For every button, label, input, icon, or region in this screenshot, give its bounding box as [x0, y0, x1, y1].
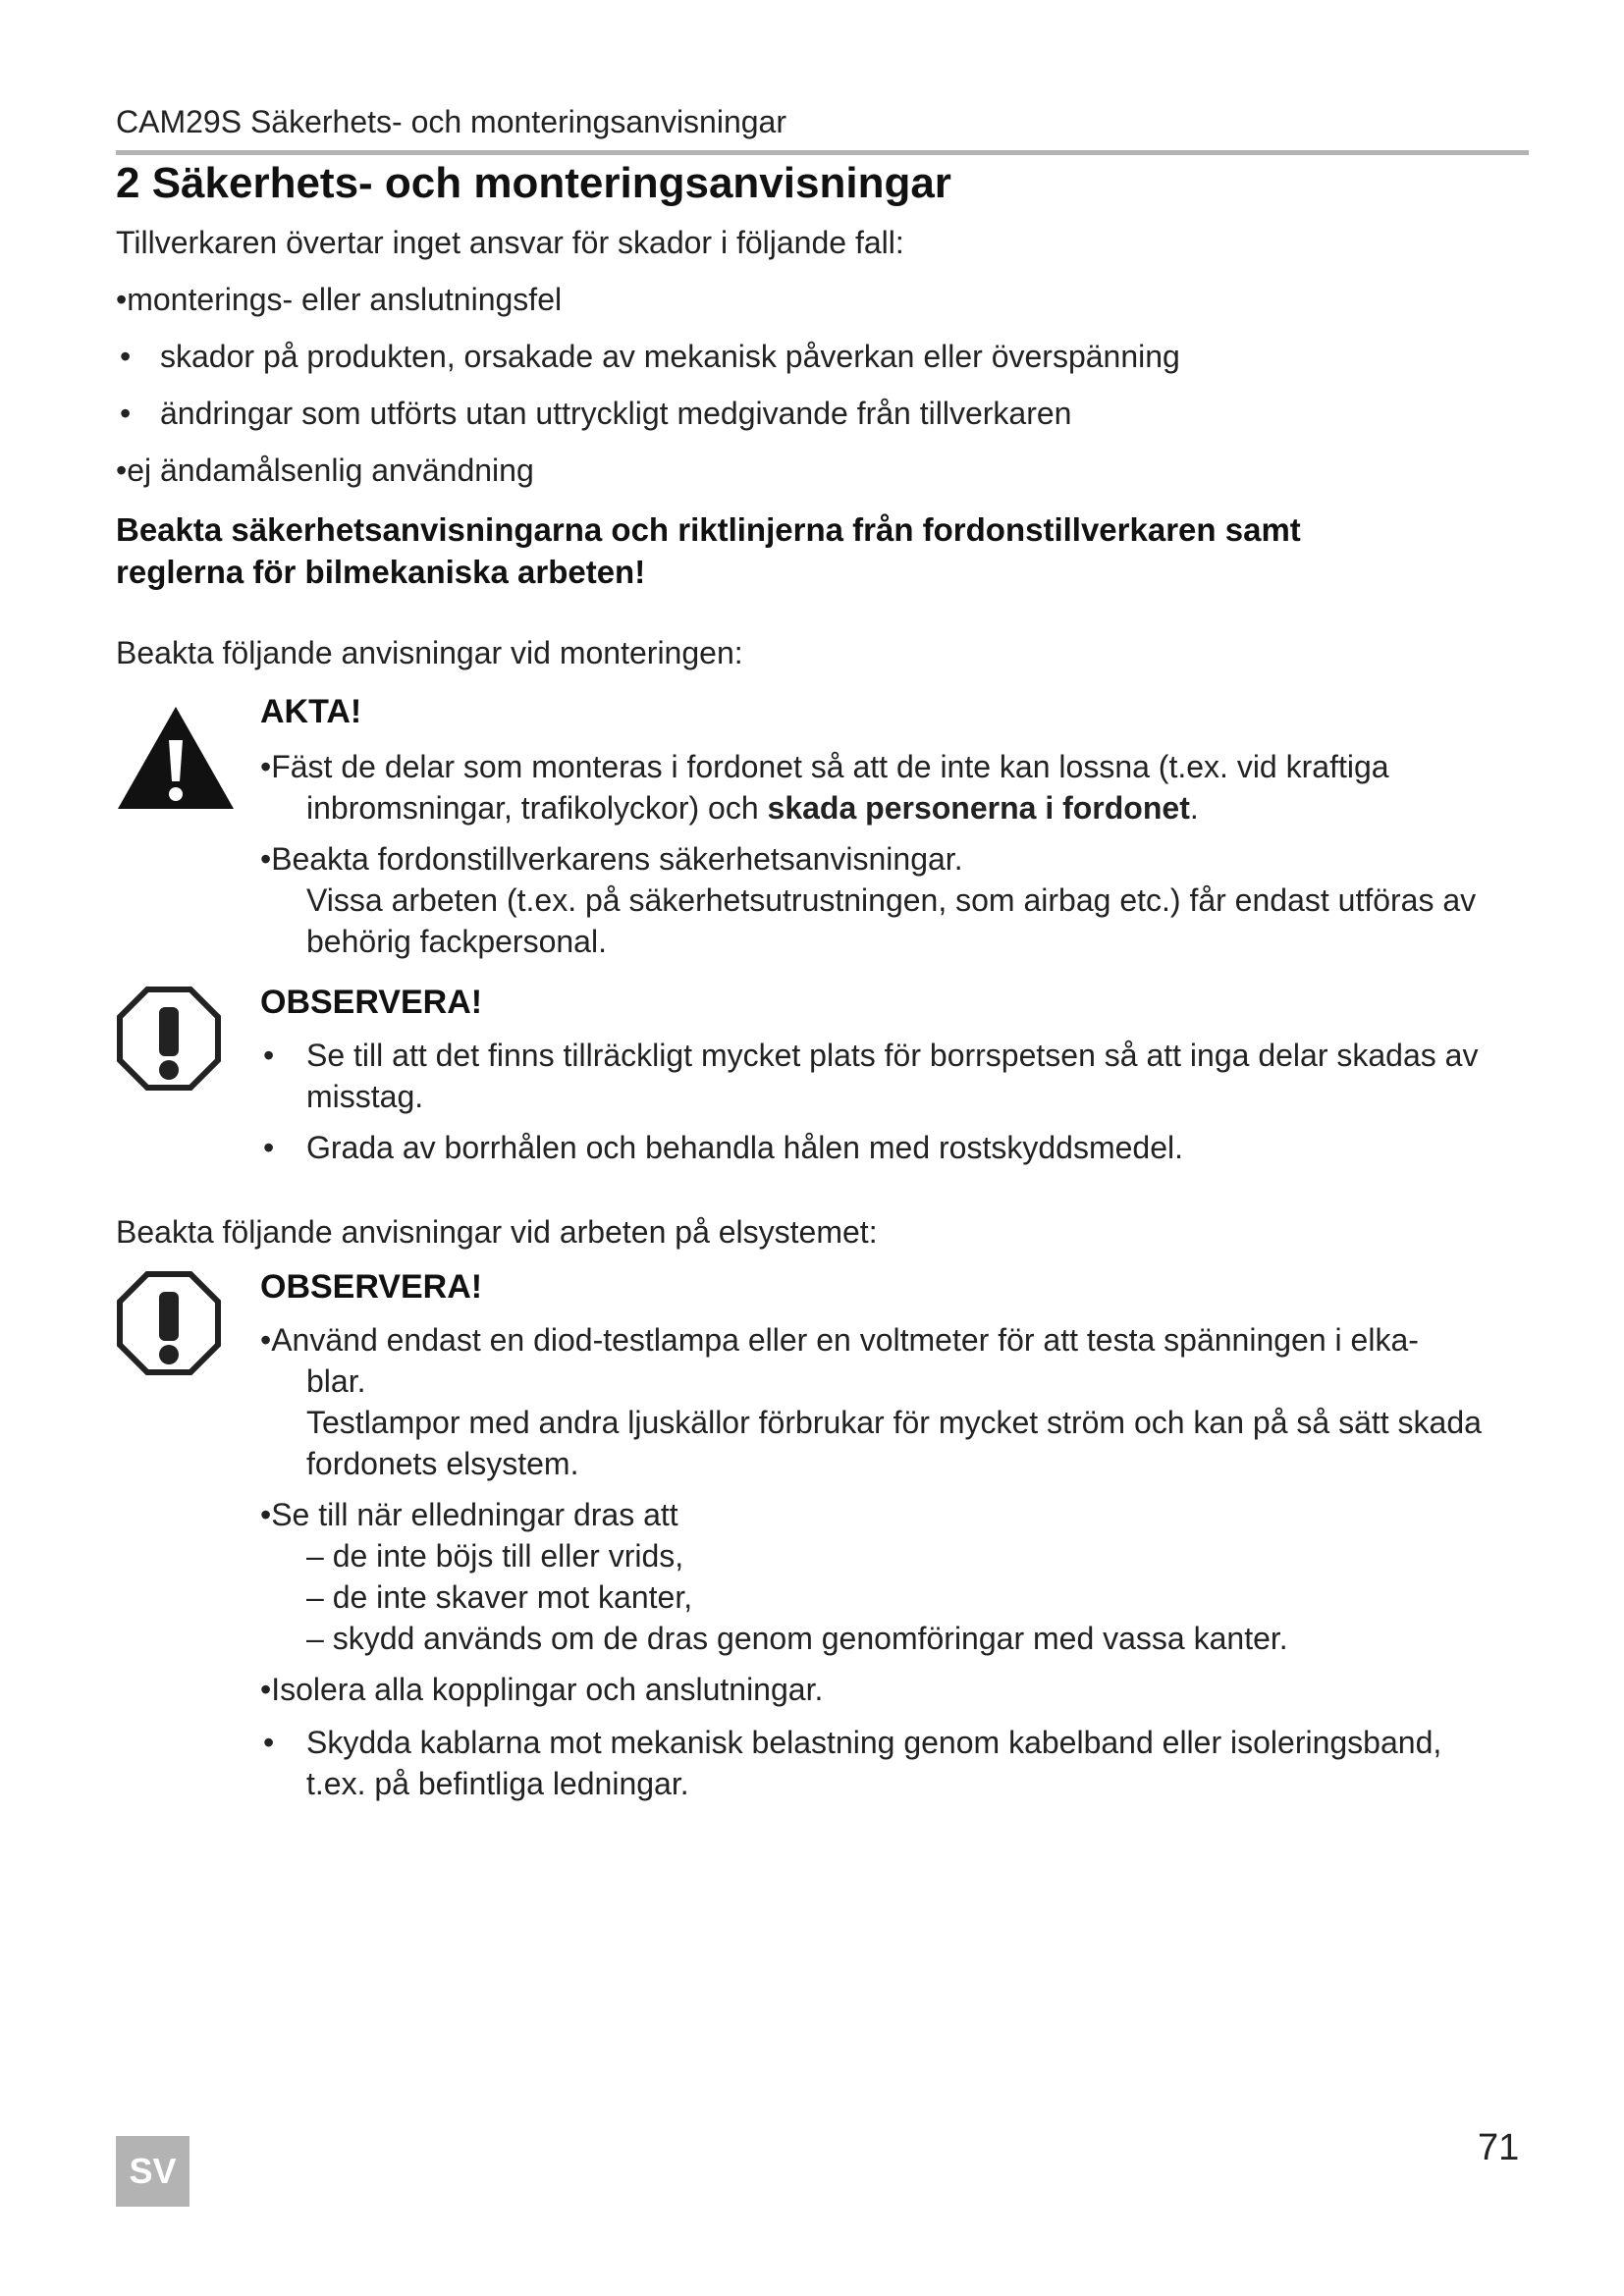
- electrical-notice-item-2: •Se till när elledningar dras att: [260, 1497, 678, 1532]
- electrical-notice-item-3-text: Isolera alla kopplingar och anslutningar.: [271, 1672, 824, 1707]
- electrical-notice-item-4-line-1: Skydda kablarna mot mekanisk belastning genom kabelband eller isoleringsband,: [306, 1725, 1442, 1760]
- liability-bullet-1-text: monterings- eller anslutningsfel: [127, 282, 563, 317]
- warning-item-2-line-1: Beakta fordonstillverkarens säkerhetsanvisningar.: [271, 841, 963, 877]
- mounting-notice-bullet-2: •: [263, 1130, 275, 1165]
- header-rule: [116, 150, 1529, 155]
- warning-item-1-line-2: [306, 787, 1199, 828]
- page-number: 71: [1478, 2127, 1520, 2168]
- electrical-intro: Beakta följande anvisningar vid arbeten på elsystemet:: [116, 1214, 878, 1250]
- liability-bullet-dot-3: •: [120, 396, 132, 431]
- warning-title: AKTA!: [260, 693, 362, 730]
- liability-bullet-4-text: ej ändamålsenlig användning: [127, 453, 534, 488]
- electrical-notice-item-3: •Isolera alla kopplingar och anslutningar.: [260, 1672, 824, 1707]
- liability-bullet-dot-2: •: [120, 339, 132, 374]
- bold-safety-note-line-2: reglerna för bilmekaniska arbeten!: [116, 554, 646, 590]
- electrical-notice-dash-2: – de inte skaver mot kanter,: [306, 1579, 693, 1615]
- electrical-notice-item-1-line-2: blar.: [306, 1363, 366, 1399]
- mounting-notice-title: OBSERVERA!: [260, 984, 483, 1021]
- warning-item-1-line-2-pre: inbromsningar, trafikolyckor) och: [306, 790, 768, 826]
- liability-bullet-3-text: ändringar som utförts utan uttryckligt medgivande från tillverkaren: [160, 396, 1072, 431]
- liability-bullet-4: •ej ändamålsenlig användning: [116, 453, 534, 488]
- bold-safety-note: [116, 508, 1510, 593]
- electrical-notice-item-1-line-4: fordonets elsystem.: [306, 1446, 579, 1481]
- mounting-intro: Beakta följande anvisningar vid monteringen:: [116, 635, 743, 670]
- mounting-notice-item-2: Grada av borrhålen och behandla hålen med rostskyddsmedel.: [306, 1130, 1183, 1165]
- warning-item-2-line-2: Vissa arbeten (t.ex. på säkerhetsutrustningen, som airbag etc.) får endast utföras av: [306, 882, 1477, 918]
- mounting-notice-bullet-1: •: [263, 1038, 275, 1073]
- notice-exclamation-octagon-icon: [116, 986, 222, 1092]
- mounting-notice-item-1-line-1: Se till att det finns tillräckligt mycket plats för borrspetsen så att inga delar skadas av: [306, 1038, 1479, 1073]
- electrical-notice-item-1-line-1: Använd endast en diod-testlampa eller en voltmeter för att testa spänningen i elka-: [271, 1322, 1419, 1358]
- electrical-notice-item-4-line-2: t.ex. på befintliga ledningar.: [306, 1766, 689, 1801]
- running-header: CAM29S Säkerhets- och monteringsanvisningar: [116, 104, 786, 139]
- warning-triangle-icon: [116, 705, 236, 811]
- electrical-notice-dash-3: – skydd används om de dras genom genomföringar med vassa kanter.: [306, 1621, 1288, 1656]
- warning-item-1: •Fäst de delar som monteras i fordonet så att de inte kan lossna (t.ex. vid kraftiga: [260, 749, 1389, 784]
- warning-item-2: •Beakta fordonstillverkarens säkerhetsanvisningar.: [260, 841, 963, 877]
- bold-safety-note-line-1: Beakta säkerhetsanvisningarna och riktlinjerna från fordonstillverkaren samt: [116, 511, 1301, 548]
- notice-exclamation-octagon-icon: [116, 1270, 222, 1376]
- language-badge: SV: [116, 2136, 189, 2207]
- electrical-notice-dash-1: – de inte böjs till eller vrids,: [306, 1538, 684, 1574]
- liability-bullet-1: •monterings- eller anslutningsfel: [116, 282, 563, 317]
- liability-intro: Tillverkaren övertar inget ansvar för skador i följande fall:: [116, 225, 904, 260]
- electrical-notice-bullet-4: •: [263, 1725, 275, 1760]
- warning-item-1-line-2-post: .: [1189, 790, 1199, 826]
- warning-item-2-line-3: behörig fackpersonal.: [306, 924, 607, 959]
- electrical-notice-item-1-line-3: Testlampor med andra ljuskällor förbrukar för mycket ström och kan på så sätt skada: [306, 1405, 1482, 1440]
- liability-bullet-2-text: skador på produkten, orsakade av mekanisk påverkan eller överspänning: [160, 339, 1180, 374]
- section-title: 2 Säkerhets- och monteringsanvisningar: [116, 159, 951, 207]
- mounting-notice-item-1-line-2: misstag.: [306, 1079, 424, 1114]
- warning-item-1-line-2-bold: skada personerna i fordonet: [767, 790, 1190, 826]
- electrical-notice-item-1: •Använd endast en diod-testlampa eller en voltmeter för att testa spänningen i elka-: [260, 1322, 1419, 1358]
- electrical-notice-item-2-line-1: Se till när elledningar dras att: [271, 1497, 678, 1532]
- warning-item-1-line-1: Fäst de delar som monteras i fordonet så att de inte kan lossna (t.ex. vid kraftiga: [271, 749, 1389, 784]
- electrical-notice-title: OBSERVERA!: [260, 1268, 483, 1306]
